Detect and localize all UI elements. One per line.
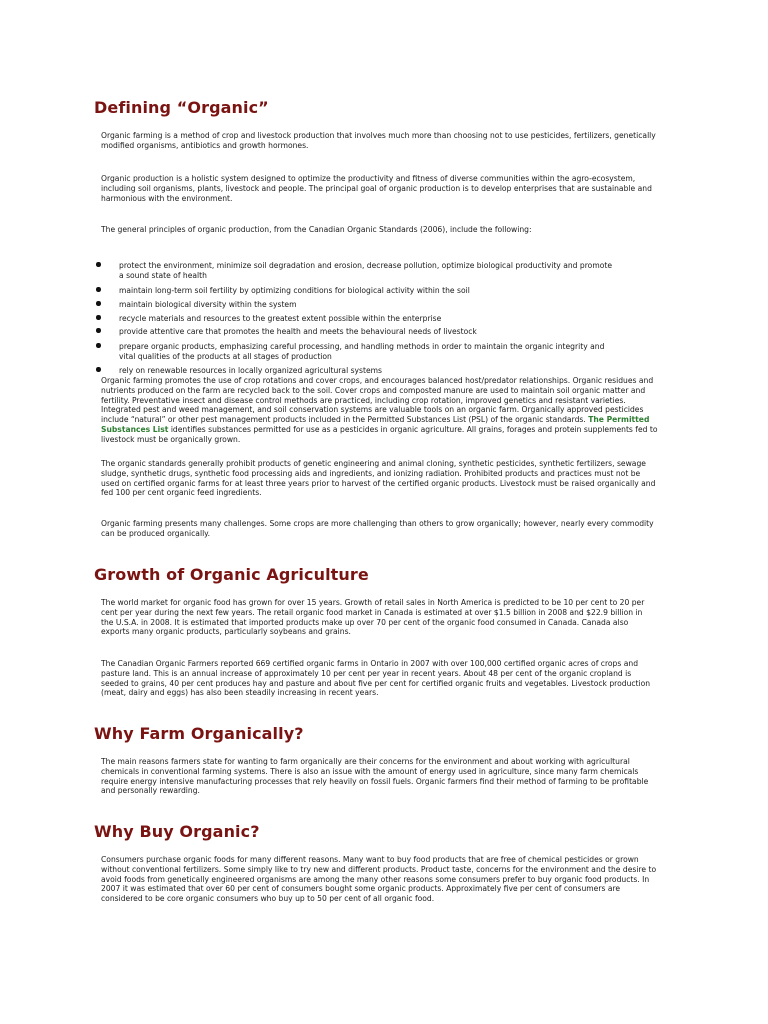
paragraph	[101, 376, 661, 445]
permitted-substances-link[interactable]: The Permitted Substances List	[101, 415, 650, 434]
paragraph: The Canadian Organic Farmers reported 669 certified organic farms in Ontario in 2007 with over 100,000 certified organic acres of crops and pasture land. This is an annual increase of approximately 10 per cent per year in recent years. About 48 per cent of the organic cropland is seeded to grains, 40 per cent produces hay and pasture and about five per cent for certified organic fruits and vegetables. Livestock production (meat, dairy and eggs) has also been steadily increasing in recent years.	[101, 659, 651, 698]
list-item-text: maintain long-term soil fertility by optimizing conditions for biological activity within the soil	[119, 286, 470, 295]
heading-defining-organic: Defining “Organic”	[94, 98, 269, 117]
paragraph-text: Organic farming promotes the use of crop rotations and cover crops, and encourages balanced host/predator relationships. Organic residues and nutrients produced on the farm are recycled back to the soil. Cover crops and composted manure are used to maintain soil organic matter and fertility. Preventative insect and disease control methods are practiced, including crop rotation, improved genetics and resistant varieties. Integrated pest and weed management, and soil conservation systems are valuable tools on an organic farm. Organically approved pesticides include “natural” or other pest management products included in the Permitted Substances List (PSL) of the organic standards.	[101, 376, 654, 425]
bullet-icon	[96, 367, 101, 372]
list-item-text: maintain biological diversity within the system	[119, 300, 297, 309]
bullet-icon	[96, 262, 101, 267]
heading-growth-organic-agriculture: Growth of Organic Agriculture	[94, 565, 369, 584]
bullet-icon	[96, 287, 101, 292]
bullet-icon	[96, 301, 101, 306]
heading-why-farm-organically: Why Farm Organically?	[94, 724, 304, 743]
paragraph: The main reasons farmers state for wanting to farm organically are their concerns for the environment and about working with agricultural chemicals in conventional farming systems. There is also an issue with the amount of energy used in agriculture, since many farm chemicals require energy intensive manufacturing processes that rely heavily on fossil fuels. Organic farmers find their method of farming to be profitable and personally rewarding.	[101, 757, 649, 796]
bullet-icon	[96, 343, 101, 348]
paragraph: The organic standards generally prohibit products of genetic engineering and animal cloning, synthetic pesticides, synthetic fertilizers, sewage sludge, synthetic drugs, synthetic food processing aids and ingredients, and ionizing radiation. Prohibited products and practices must not be used on certified organic farms for at least three years prior to harvest of the certified organic products. Livestock must be raised organically and fed 100 per cent organic feed ingredients.	[101, 459, 656, 498]
list-item-text: recycle materials and resources to the greatest extent possible within the enterprise	[119, 314, 442, 323]
heading-why-buy-organic: Why Buy Organic?	[94, 822, 260, 841]
bullet-icon	[96, 328, 101, 333]
paragraph: The world market for organic food has grown for over 15 years. Growth of retail sales in North America is predicted to be 10 per cent to 20 per cent per year during the next few years. The retail organic food market in Canada is estimated at over $1.5 billion in 2008 and $22.9 billion in the U.S.A. in 2008. It is estimated that imported products make up over 70 per cent of the organic food consumed in Canada. Canada also exports many organic products, particularly soybeans and grains.	[101, 598, 645, 637]
paragraph: Organic production is a holistic system designed to optimize the productivity and fitness of diverse communities within the agro-ecosystem, including soil organisms, plants, livestock and people. The principal goal of organic production is to develop enterprises that are sustainable and harmonious with the environment.	[101, 174, 652, 203]
list-item-text: protect the environment, minimize soil degradation and erosion, decrease pollution, optimize biological productivity and promote a sound state of health	[119, 261, 613, 280]
list-item-text: provide attentive care that promotes the health and meets the behavioural needs of livestock	[119, 327, 477, 336]
bullet-icon	[96, 315, 101, 320]
paragraph: The general principles of organic production, from the Canadian Organic Standards (2006), include the following:	[101, 225, 532, 234]
list-item-text: prepare organic products, emphasizing careful processing, and handling methods in order to maintain the organic integrity and vital qualities of the products at all stages of production	[119, 342, 605, 361]
paragraph: Organic farming presents many challenges. Some crops are more challenging than others to grow organically; however, nearly every commodity can be produced organically.	[101, 519, 654, 538]
paragraph: Consumers purchase organic foods for many different reasons. Many want to buy food products that are free of chemical pesticides or grown without conventional fertilizers. Some simply like to try new and different products. Product taste, concerns for the environment and the desire to avoid foods from genetically engineered organisms are among the many other reasons some consumers prefer to buy organic food products. In 2007 it was estimated that over 60 per cent of consumers bought some organic products. Approximately five per cent of consumers are considered to be core organic consumers who buy up to 50 per cent of all organic food.	[101, 855, 657, 904]
paragraph: Organic farming is a method of crop and livestock production that involves much more than choosing not to use pesticides, fertilizers, genetically modified organisms, antibiotics and growth hormones.	[101, 131, 656, 150]
paragraph-text: identifies substances permitted for use as a pesticides in organic agriculture. All grains, forages and protein supplements fed to livestock must be organically grown.	[101, 424, 658, 444]
list-item-text: rely on renewable resources in locally organized agricultural systems	[119, 366, 382, 375]
